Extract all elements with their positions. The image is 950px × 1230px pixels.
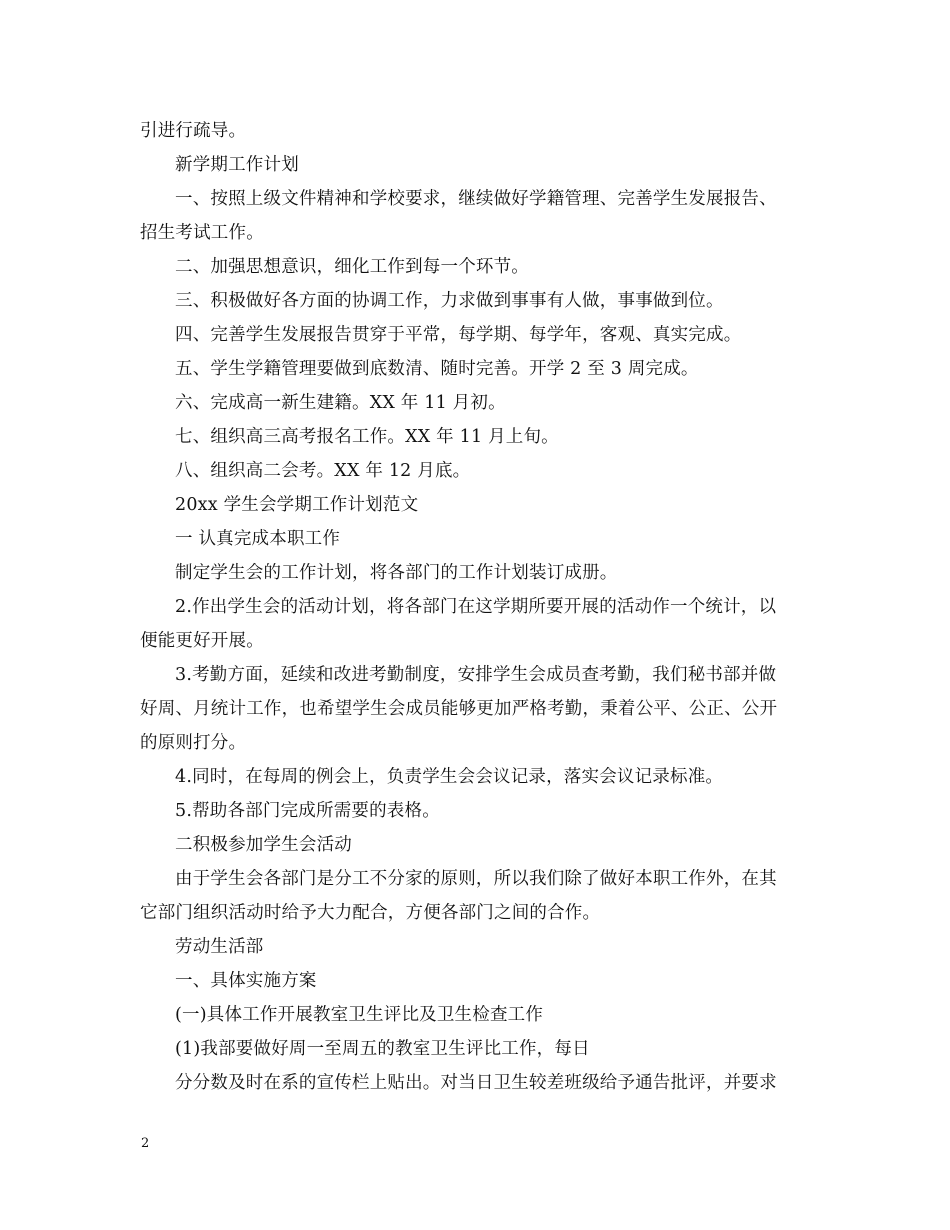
- text-line: 分分数及时在系的宣传栏上贴出。对当日卫生较差班级给予通告批评，并要求: [175, 1073, 777, 1093]
- text-line: 20xx 学生会学期工作计划范文: [175, 495, 419, 515]
- text-line: 四、完善学生发展报告贯穿于平常，每学期、每学年，客观、真实完成。: [175, 325, 742, 345]
- text-line: 一、按照上级文件精神和学校要求，继续做好学籍管理、完善学生发展报告、: [175, 189, 777, 209]
- text-line: 5.帮助各部门完成所需要的表格。: [175, 801, 440, 821]
- text-line: 的原则打分。: [140, 733, 247, 753]
- text-line: 一、具体实施方案: [175, 971, 317, 991]
- text-line: 便能更好开展。: [140, 631, 264, 651]
- text-line: (1)我部要做好周一至周五的教室卫生评比工作，每日: [175, 1039, 590, 1059]
- text-line: 新学期工作计划: [175, 155, 299, 175]
- text-line: 二积极参加学生会活动: [175, 835, 352, 855]
- text-line: 制定学生会的工作计划，将各部门的工作计划装订成册。: [175, 563, 618, 583]
- text-line: 2.作出学生会的活动计划，将各部门在这学期所要开展的活动作一个统计，以: [175, 597, 777, 617]
- text-line: 招生考试工作。: [140, 223, 264, 243]
- text-line: 它部门组织活动时给予大力配合，方便各部门之间的合作。: [140, 903, 601, 923]
- text-line: 五、学生学籍管理要做到底数清、随时完善。开学 2 至 3 周完成。: [175, 359, 699, 379]
- text-line: 二、加强思想意识，细化工作到每一个环节。: [175, 257, 529, 277]
- text-line: 由于学生会各部门是分工不分家的原则，所以我们除了做好本职工作外，在其: [175, 869, 777, 889]
- text-line: 七、组织高三高考报名工作。XX 年 11 月上旬。: [175, 427, 559, 447]
- text-line: 劳动生活部: [175, 937, 264, 957]
- text-line: 三、积极做好各方面的协调工作，力求做到事事有人做，事事做到位。: [175, 291, 724, 311]
- text-line: 好周、月统计工作，也希望学生会成员能够更加严格考勤，秉着公平、公正、公开: [140, 699, 778, 719]
- text-line: 六、完成高一新生建籍。XX 年 11 月初。: [175, 393, 506, 413]
- text-line: 一 认真完成本职工作: [175, 529, 341, 549]
- text-line: 3.考勤方面，延续和改进考勤制度，安排学生会成员查考勤，我们秘书部并做: [175, 665, 777, 685]
- document-body: [140, 114, 815, 1100]
- text-line: (一)具体工作开展教室卫生评比及卫生检查工作: [175, 1005, 544, 1025]
- text-line: 引进行疏导。: [140, 121, 247, 141]
- text-line: 4.同时，在每周的例会上，负责学生会会议记录，落实会议记录标准。: [175, 767, 724, 787]
- text-line: 八、组织高二会考。XX 年 12 月底。: [175, 461, 471, 481]
- page-number: 2: [141, 1136, 150, 1151]
